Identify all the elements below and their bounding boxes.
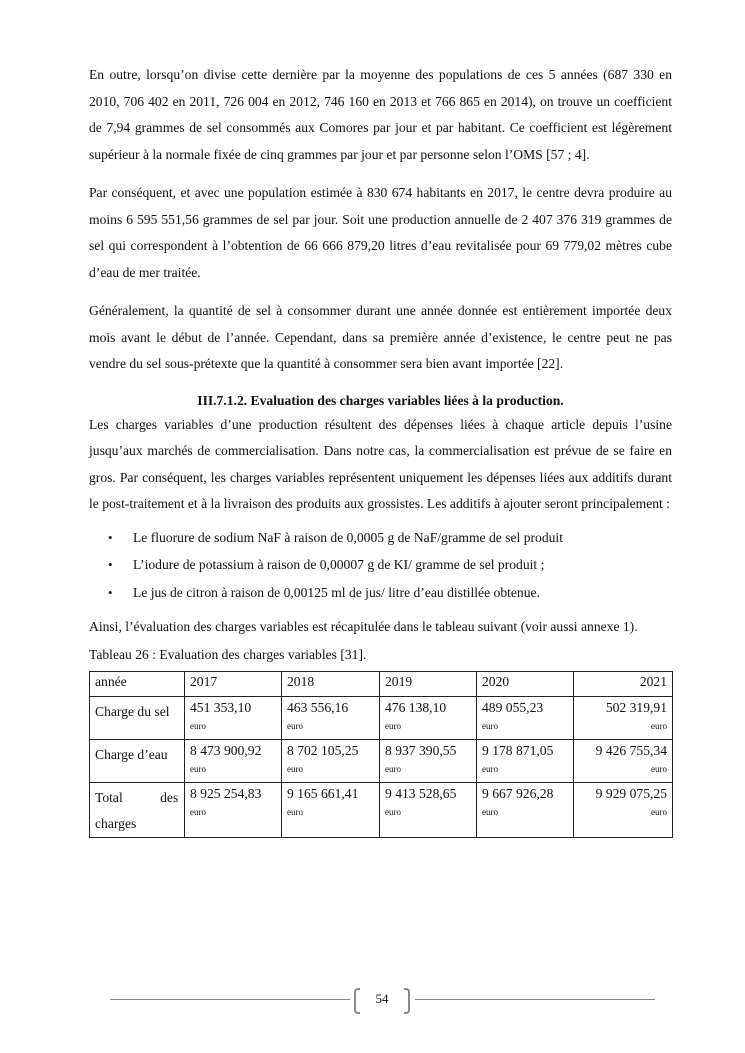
document-page	[89, 62, 672, 838]
cell-unit: euro	[190, 806, 206, 817]
cell-value: 8 473 900,92	[190, 742, 262, 758]
list-item: • Le fluorure de sodium NaF à raison de 0,0005 g de NaF/gramme de sel produit	[133, 524, 672, 552]
footer-bracket-right	[404, 988, 410, 1014]
header-cell: 2021	[574, 671, 673, 696]
table-cell	[477, 696, 574, 739]
table-cell	[185, 782, 282, 837]
cell-unit: euro	[190, 720, 206, 731]
header-cell: 2017	[185, 671, 282, 696]
cell-unit: euro	[482, 720, 498, 731]
paragraph-import: Généralement, la quantité de sel à consommer durant une année donnée est entièrement importée deux mois avant le début de l’année. Cependant, dans sa première année d’existence, le centre peut ne pas vendre du sel sous-prétexte que la quantité à consommer sera bien avant importée [22].	[89, 303, 672, 371]
cell-unit: euro	[287, 763, 303, 774]
table-row	[90, 739, 673, 782]
cell-value: 8 925 254,83	[190, 785, 262, 801]
table-header-row	[90, 671, 673, 696]
cell-unit: euro	[482, 763, 498, 774]
cell-value: 9 929 075,25	[595, 785, 667, 801]
paragraph-population-production: Par conséquent, et avec une population estimée à 830 674 habitants en 2017, le centre devra produire au moins 6 595 551,56 grammes de sel par jour. Soit une production annuelle de 2 407 376 319 grammes de sel qui correspondent à l’obtention de 66 666 879,20 litres d’eau revitalisée pour 69 779,02 mètres cube d’eau de mer traitée.	[89, 185, 672, 280]
header-cell: 2018	[282, 671, 380, 696]
variable-charges-table	[89, 671, 673, 838]
cell-value: 489 055,23	[482, 699, 544, 715]
table-row	[90, 696, 673, 739]
table-cell	[185, 696, 282, 739]
paragraph-variable-charges: Les charges variables d’une production résultent des dépenses liées à chaque article depuis l’usine jusqu’aux marchés de commercialisation. Dans notre cas, la commercialisation est prévue de se faire en gros. Par conséquent, les charges variables représentent uniquement les dépenses liées aux additifs durant le post-traitement et à la livraison des produits aux grossistes. Les additifs à ajouter seront principalement :	[89, 416, 672, 511]
cell-unit: euro	[190, 763, 206, 774]
table-cell	[185, 739, 282, 782]
cell-unit: euro	[482, 806, 498, 817]
cell-unit: euro	[651, 763, 667, 774]
row-label: Charge d’eau	[90, 739, 185, 782]
cell-value: 9 413 528,65	[385, 785, 457, 801]
table-cell	[574, 739, 673, 782]
table-cell	[477, 782, 574, 837]
footer-rule-right	[415, 999, 655, 1000]
header-cell: 2020	[477, 671, 574, 696]
cell-value: 9 178 871,05	[482, 742, 554, 758]
cell-value: 9 426 755,34	[595, 742, 667, 758]
table-row	[90, 782, 673, 837]
table-cell	[380, 782, 477, 837]
page-footer	[110, 986, 655, 1014]
table-cell	[282, 782, 380, 837]
cell-value: 463 556,16	[287, 699, 349, 715]
header-cell: 2019	[380, 671, 477, 696]
cell-unit: euro	[385, 763, 401, 774]
table-cell	[574, 696, 673, 739]
table-cell	[380, 696, 477, 739]
section-heading: III.7.1.2. Evaluation des charges variables liées à la production.	[197, 392, 564, 408]
footer-rule-left	[110, 999, 350, 1000]
paragraph-summary: Ainsi, l’évaluation des charges variables est récapitulée dans le tableau suivant (voir aussi annexe 1).	[89, 619, 638, 634]
cell-unit: euro	[651, 720, 667, 731]
table-cell	[574, 782, 673, 837]
cell-value: 451 353,10	[190, 699, 252, 715]
table-cell	[282, 739, 380, 782]
list-item: • L’iodure de potassium à raison de 0,00007 g de KI/ gramme de sel produit ;	[133, 551, 672, 579]
cell-value: 8 702 105,25	[287, 742, 359, 758]
cell-unit: euro	[287, 806, 303, 817]
cell-value: 502 319,91	[605, 699, 667, 715]
table-caption: Tableau 26 : Evaluation des charges variables [31].	[89, 646, 367, 662]
paragraph-salt-coefficient: En outre, lorsqu’on divise cette dernière par la moyenne des populations de ces 5 années (687 330 en 2010, 706 402 en 2011, 726 004 en 2012, 746 160 en 2013 et 766 865 en 2014), on trouve un coefficient de 7,94 grammes de sel consommés aux Comores par jour et par habitant. Ce coefficient est légèrement supérieur à la normale fixée de cinq grammes par jour et par personne selon l’OMS [57 ; 4].	[89, 67, 672, 162]
cell-value: 476 138,10	[385, 699, 447, 715]
cell-value: 9 165 661,41	[287, 785, 359, 801]
cell-unit: euro	[651, 806, 667, 817]
page-number: 54	[375, 991, 389, 1006]
table-cell	[477, 739, 574, 782]
cell-unit: euro	[385, 806, 401, 817]
additives-list	[89, 524, 672, 607]
cell-unit: euro	[385, 720, 401, 731]
row-label: Charge du sel	[90, 696, 185, 739]
cell-value: 9 667 926,28	[482, 785, 554, 801]
table-cell	[380, 739, 477, 782]
header-cell-year: année	[90, 671, 185, 696]
list-item: • Le jus de citron à raison de 0,00125 ml de jus/ litre d’eau distillée obtenue.	[133, 579, 672, 607]
table-cell	[282, 696, 380, 739]
footer-bracket-left	[354, 988, 360, 1014]
cell-value: 8 937 390,55	[385, 742, 457, 758]
cell-unit: euro	[287, 720, 303, 731]
row-label: Total des charges	[90, 782, 185, 837]
